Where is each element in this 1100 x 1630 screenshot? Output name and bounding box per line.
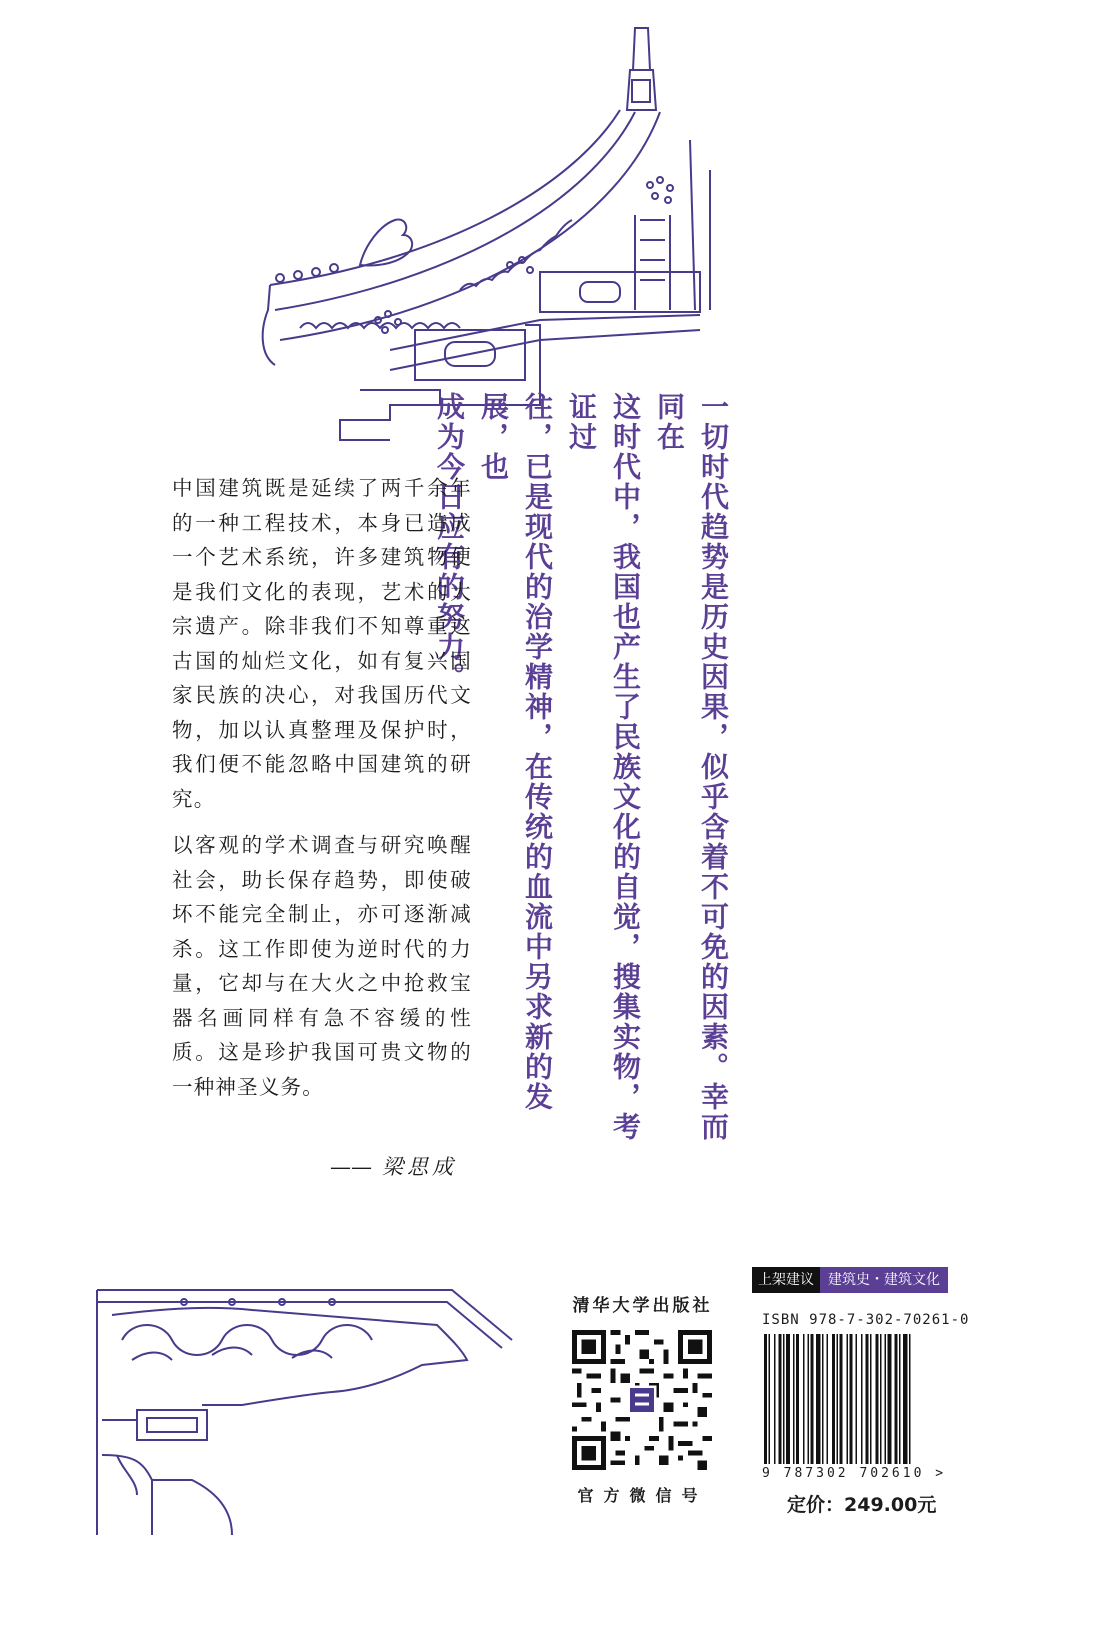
bracket-illustration bbox=[92, 1280, 522, 1540]
quote-column-3: 往，已是现代的治学精神，在传统的血流中另求新的发展，也 bbox=[477, 392, 554, 1112]
vertical-quote bbox=[433, 392, 735, 1152]
shelf-label: 上架建议 bbox=[752, 1267, 820, 1293]
attribution-dash: —— bbox=[330, 1155, 372, 1179]
attribution bbox=[330, 1151, 480, 1181]
quote-column-4: 成为今日应有的努力。 bbox=[433, 392, 466, 692]
shelf-category bbox=[752, 1267, 948, 1293]
body-paragraph-2: 以客观的学术调查与研究唤醒社会，助长保存趋势，即使破坏不能完全制止，亦可逐渐减杀。这工作即使为逆时代的力量，它却与在大火之中抢救宝器名画同样有急不容缓的性质。这是珍护我国可贵文物的一种神圣义务。 bbox=[172, 833, 472, 1099]
isbn-text: ISBN 978-7-302-70261-0 bbox=[762, 1312, 970, 1328]
body-paragraph-1: 中国建筑既是延续了两千余年的一种工程技术，本身已造成一个艺术系统，许多建筑物便是我们文化的表现，艺术的大宗遗产。除非我们不知尊重这古国的灿烂文化，如有复兴国家民族的决心，对我国历代文物，加以认真整理及保护时，我们便不能忽略中国建筑的研究。 bbox=[172, 476, 472, 811]
qr-caption: 官方微信号 bbox=[577, 1486, 708, 1505]
attribution-name: 梁思成 bbox=[382, 1155, 457, 1179]
price: 定价：249.00元 bbox=[787, 1494, 937, 1516]
quote-column-1: 一切时代趋势是历史因果，似乎含着不可免的因素。幸而同在 bbox=[653, 392, 730, 1142]
shelf-value: 建筑史・建筑文化 bbox=[820, 1267, 948, 1293]
barcode-digits: 9 787302 702610 > bbox=[762, 1466, 947, 1481]
qr-code-icon[interactable] bbox=[572, 1330, 712, 1470]
publisher-name: 清华大学出版社 bbox=[572, 1296, 713, 1316]
quote-column-2: 这时代中，我国也产生了民族文化的自觉，搜集实物，考证过 bbox=[565, 392, 642, 1142]
barcode bbox=[760, 1334, 950, 1464]
